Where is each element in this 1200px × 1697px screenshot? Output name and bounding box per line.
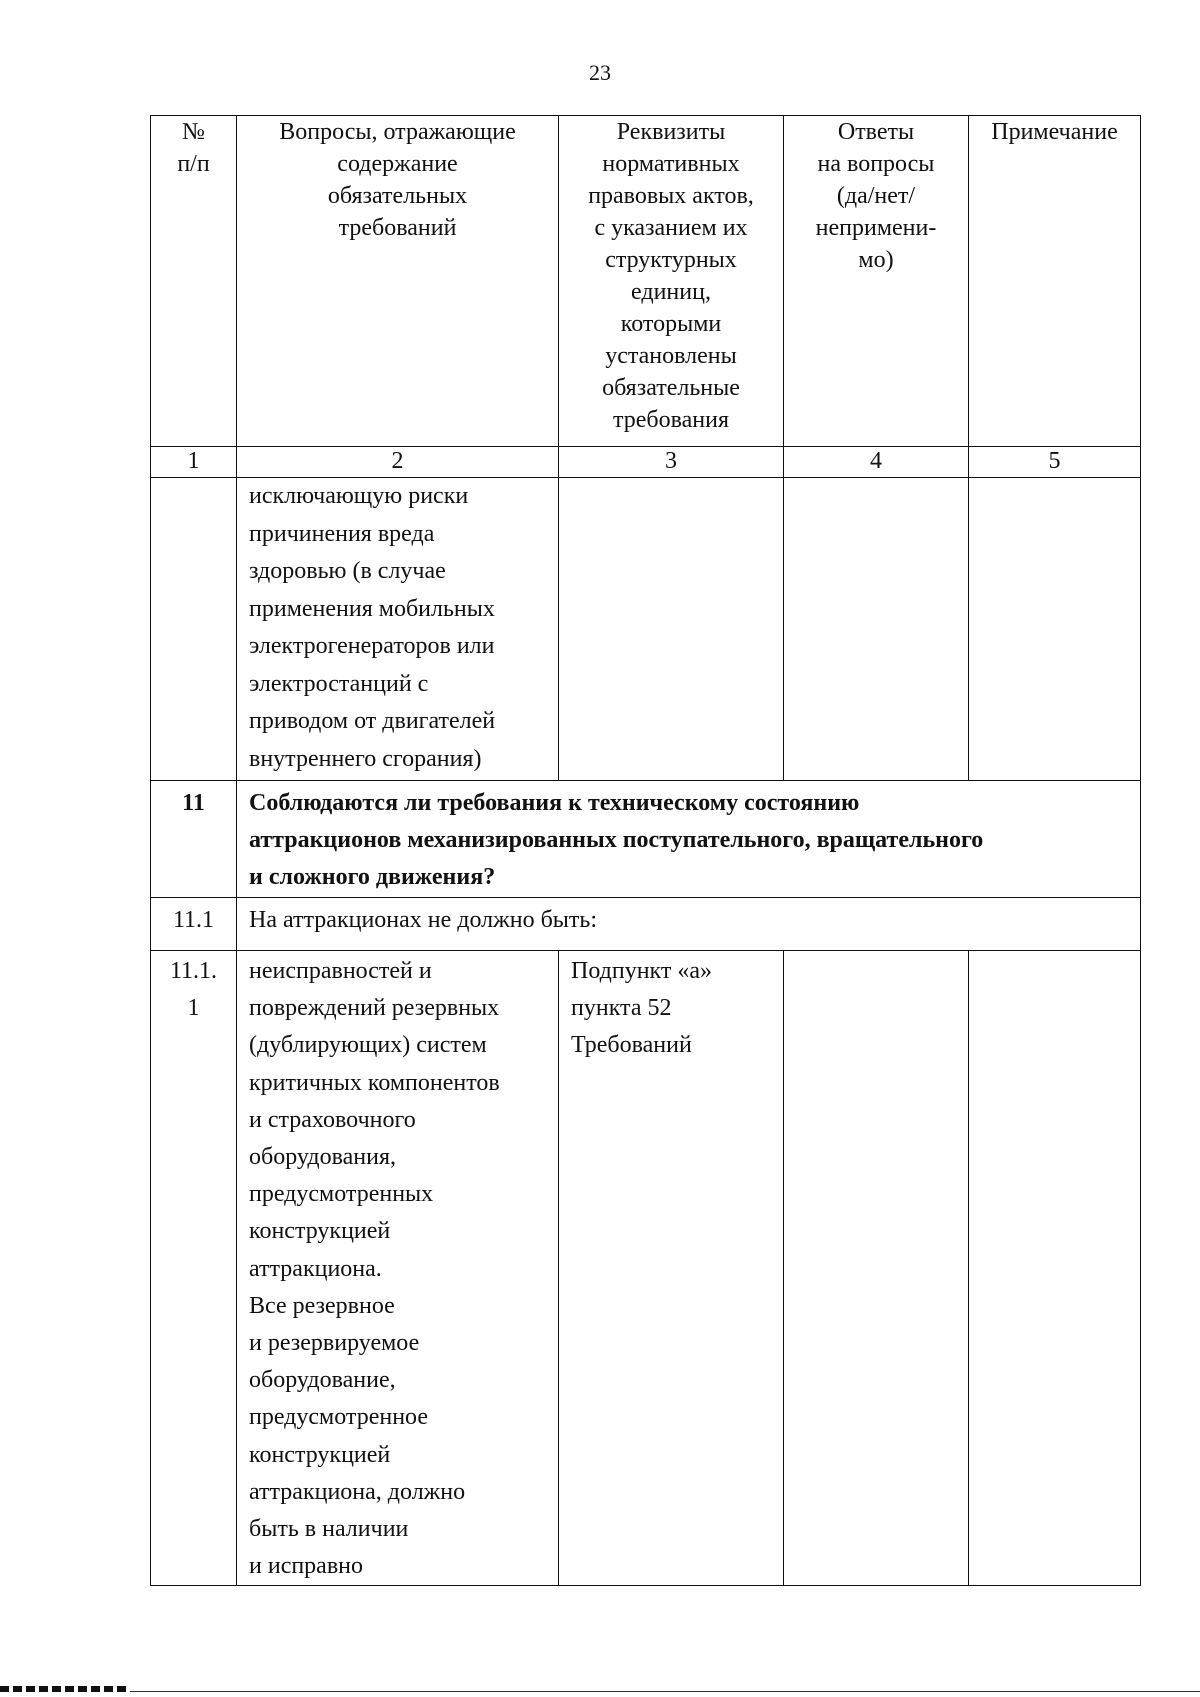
header-line: на вопросы xyxy=(817,151,935,177)
section-title-line: и сложного движения? xyxy=(249,864,496,890)
section-title-line: аттракционов механизированных поступательного, вращательного xyxy=(249,827,984,853)
note-cell xyxy=(969,951,1141,1586)
question-line: (дублирующих) систем xyxy=(249,1032,487,1059)
header-note xyxy=(969,116,1141,447)
section-title-line: Соблюдаются ли требования к техническому состоянию xyxy=(249,790,860,816)
question-line: критичных компонентов xyxy=(249,1069,500,1096)
question-line: конструкцией xyxy=(249,1441,391,1468)
column-number: 3 xyxy=(559,447,784,478)
table-row-item-11-1-1 xyxy=(151,951,1141,1586)
inspection-checklist-table xyxy=(150,115,1141,1586)
header-legal-references xyxy=(559,116,784,447)
column-number: 1 xyxy=(151,447,237,478)
question-line: повреждений резервных xyxy=(249,995,500,1022)
row-number-cell xyxy=(151,478,237,781)
header-line: № xyxy=(182,119,205,145)
reference-cell xyxy=(559,478,784,781)
header-line: требования xyxy=(612,407,730,433)
page-number: 23 xyxy=(589,60,611,85)
header-line: требований xyxy=(338,215,457,241)
table-header-row xyxy=(151,116,1141,447)
header-number xyxy=(151,116,237,447)
note-cell xyxy=(969,478,1141,781)
question-line: здоровью (в случае xyxy=(249,558,446,584)
section-number: 11 xyxy=(151,781,237,898)
item-number xyxy=(151,951,237,1586)
scan-edge-line xyxy=(130,1691,1200,1692)
question-line: применения мобильных xyxy=(249,595,495,622)
header-questions xyxy=(237,116,559,447)
column-number: 5 xyxy=(969,447,1141,478)
header-line: п/п xyxy=(177,151,210,177)
question-cell xyxy=(237,478,559,781)
section-title xyxy=(237,781,1141,898)
column-number: 2 xyxy=(237,447,559,478)
column-number-row xyxy=(151,447,1141,478)
question-line: внутреннего сгорания) xyxy=(249,745,482,772)
table-row-subsection-11-1 xyxy=(151,898,1141,951)
column-number: 4 xyxy=(784,447,969,478)
question-line: неисправностей и xyxy=(249,958,432,984)
header-line: (да/нет/ xyxy=(836,183,916,209)
question-line: предусмотренное xyxy=(249,1404,428,1431)
header-line: Примечание xyxy=(991,119,1118,145)
header-line: непримени- xyxy=(815,215,937,241)
header-line: Вопросы, отражающие xyxy=(279,119,516,145)
header-line: структурных xyxy=(605,247,737,273)
question-line: предусмотренных xyxy=(249,1181,434,1208)
question-line: приводом от двигателей xyxy=(249,708,496,734)
question-line: электрогенераторов или xyxy=(249,633,495,659)
subsection-number: 11.1 xyxy=(151,898,237,951)
question-line: исключающую риски xyxy=(249,483,469,509)
header-line: единиц, xyxy=(631,279,711,305)
question-line: оборудования, xyxy=(249,1144,396,1171)
header-line: обязательных xyxy=(327,183,468,209)
header-line: с указанием их xyxy=(594,215,748,241)
reference-line: Подпункт «а» xyxy=(571,958,713,984)
question-line: причинения вреда xyxy=(249,520,435,547)
question-line: быть в наличии xyxy=(249,1516,409,1543)
header-line: которыми xyxy=(620,311,722,337)
question-line: аттракциона. xyxy=(249,1255,382,1282)
answer-cell xyxy=(784,478,969,781)
question-line: аттракциона, должно xyxy=(249,1478,466,1505)
header-line: Реквизиты xyxy=(616,119,726,145)
header-line: содержание xyxy=(337,151,458,177)
subsection-title: На аттракционах не должно быть: xyxy=(237,898,1141,951)
question-line: конструкцией xyxy=(249,1218,391,1245)
answer-cell xyxy=(784,951,969,1586)
question-line: и исправно xyxy=(249,1553,364,1580)
reference-line: пункта 52 xyxy=(571,995,672,1022)
question-line: Все резервное xyxy=(249,1292,395,1319)
question-line: оборудование, xyxy=(249,1367,396,1394)
header-line: нормативных xyxy=(602,151,740,177)
reference-line: Требований xyxy=(571,1032,692,1059)
table-row-section-11 xyxy=(151,781,1141,898)
header-line: Ответы xyxy=(837,119,915,145)
item-number-line: 1 xyxy=(187,995,200,1021)
header-line: обязательные xyxy=(602,375,740,401)
question-line: и страховочного xyxy=(249,1106,416,1133)
question-line: и резервируемое xyxy=(249,1330,420,1357)
table-row-continuation xyxy=(151,478,1141,781)
header-answers xyxy=(784,116,969,447)
item-number-line: 11.1. xyxy=(169,958,218,984)
header-line: установлены xyxy=(605,343,737,369)
scan-edge-mark xyxy=(0,1686,130,1692)
reference-cell xyxy=(559,951,784,1586)
header-line: мо) xyxy=(858,247,894,273)
question-line: электростанций с xyxy=(249,670,429,697)
question-cell xyxy=(237,951,559,1586)
header-line: правовых актов, xyxy=(588,183,754,209)
